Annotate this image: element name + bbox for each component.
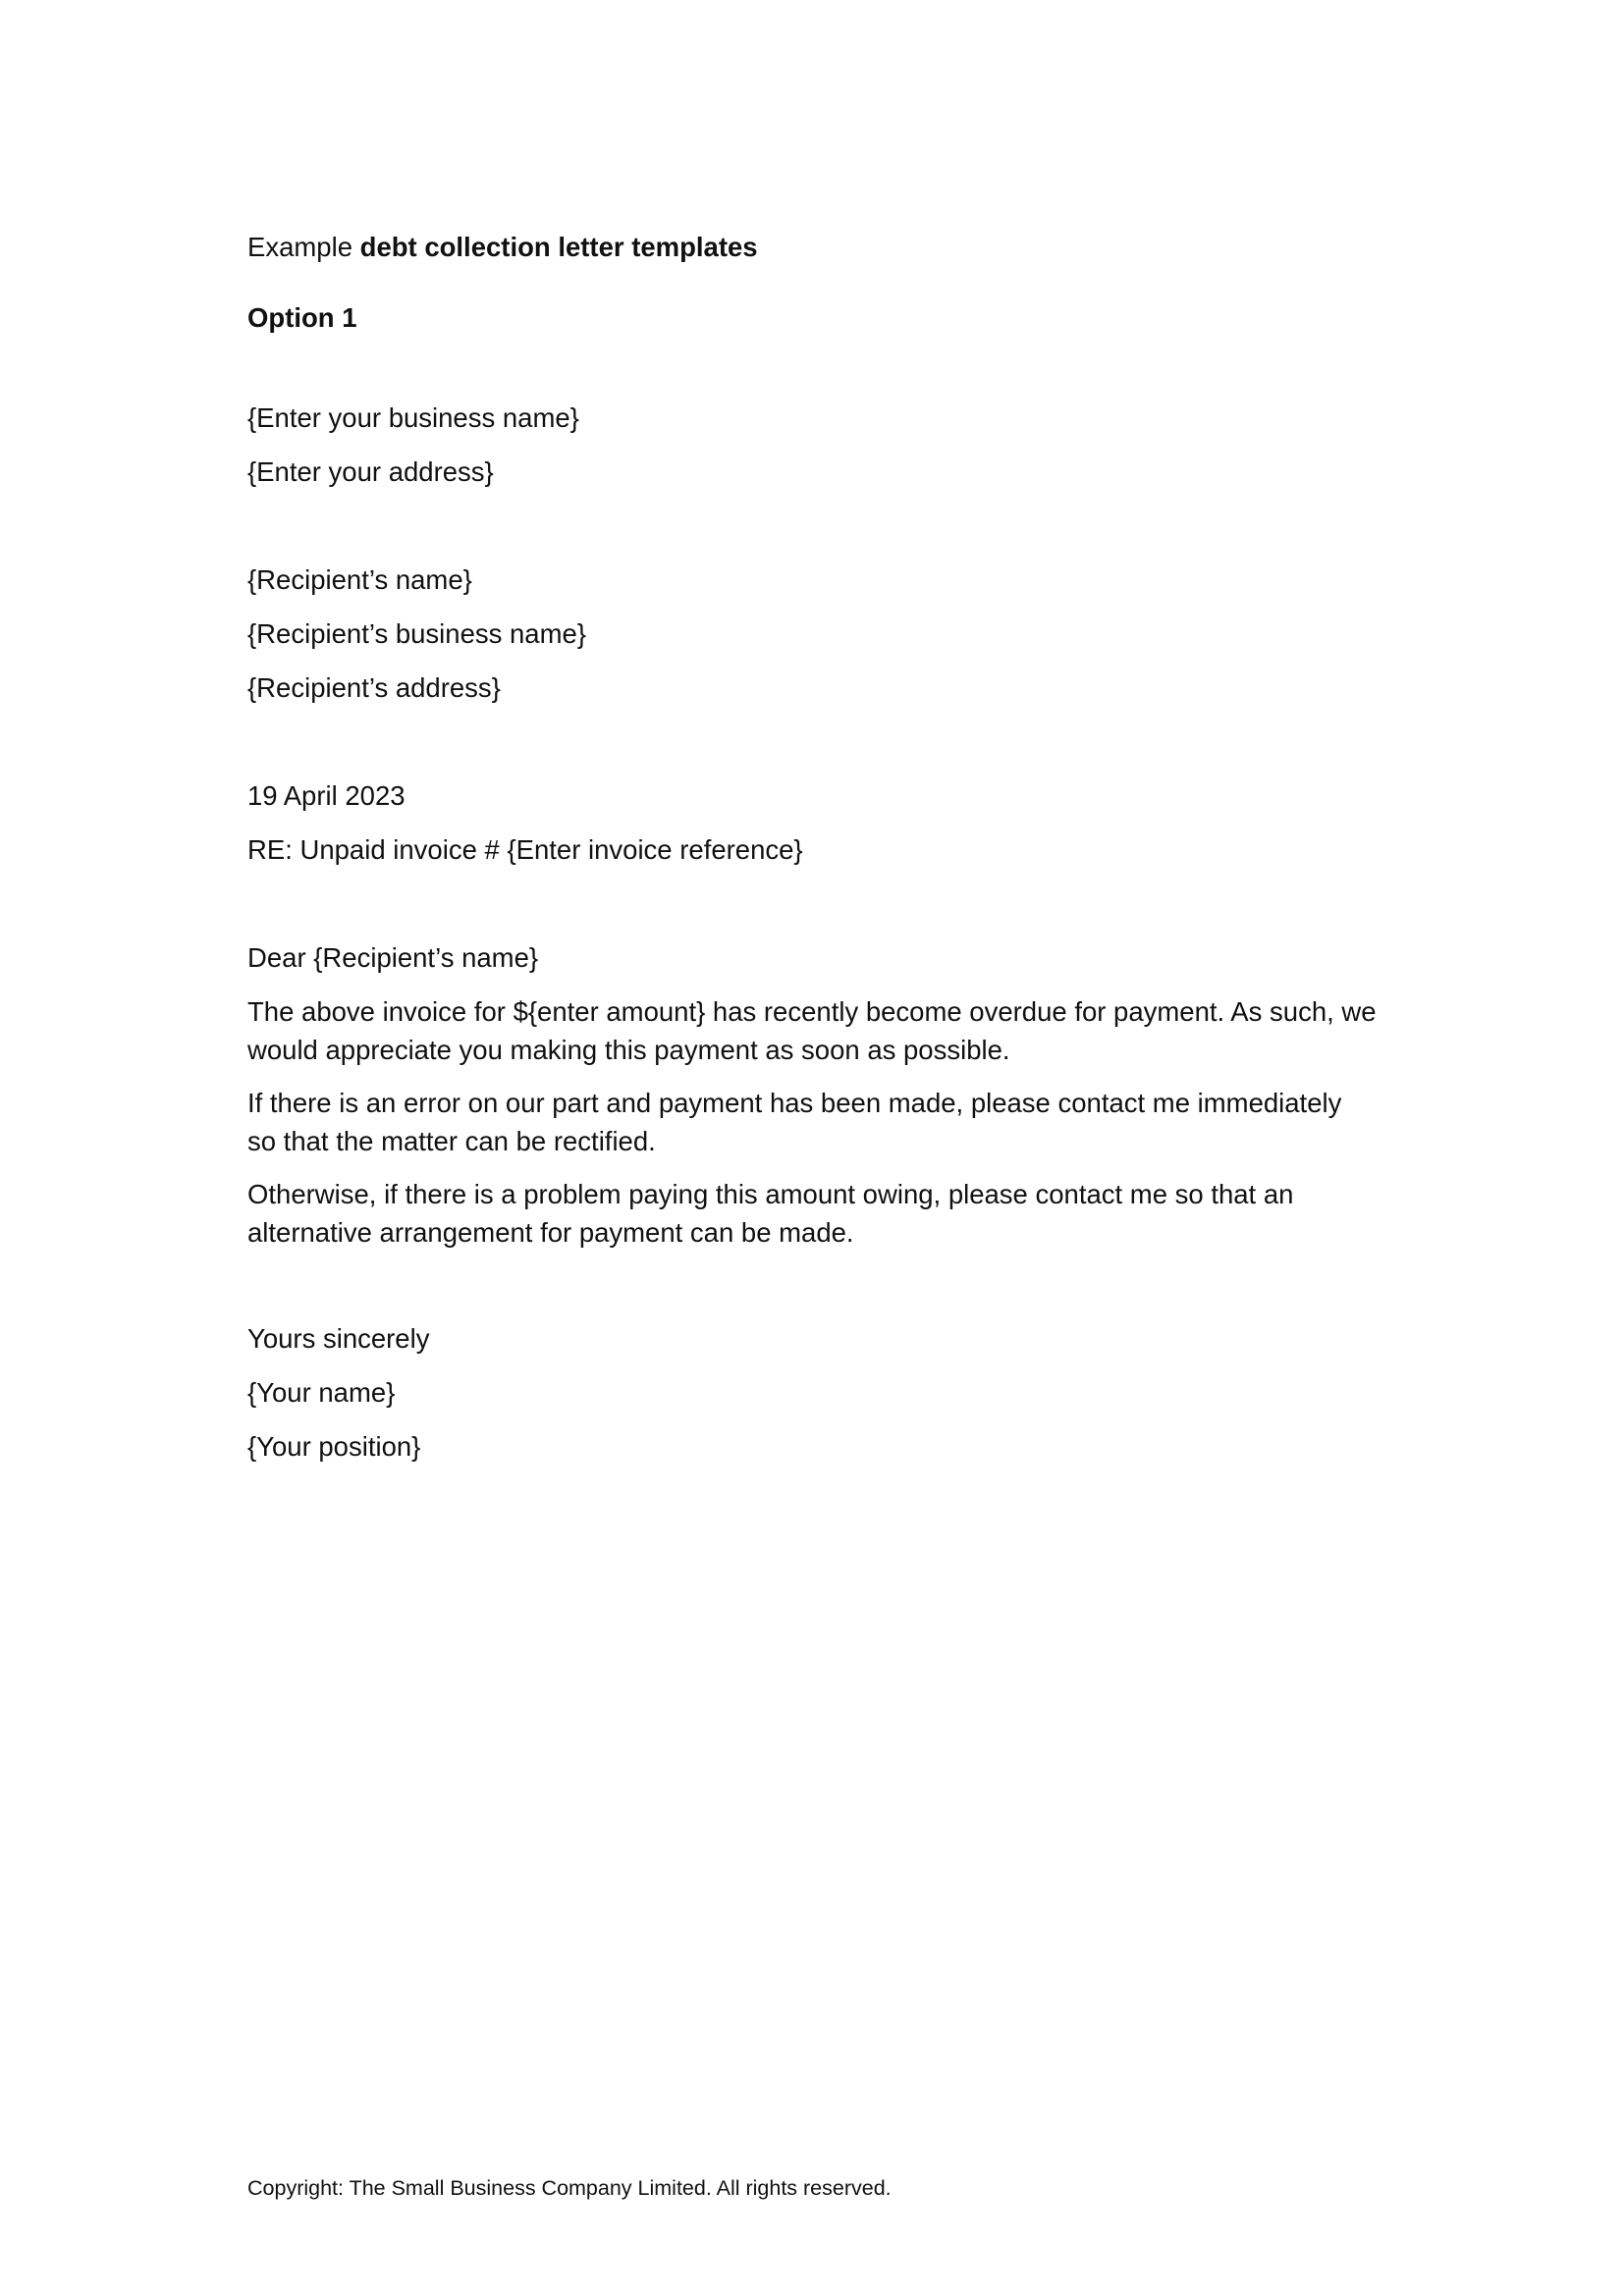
subject-line: RE: Unpaid invoice # {Enter invoice reference} <box>247 834 803 865</box>
letter-date: 19 April 2023 <box>247 780 406 811</box>
recipient-business-name: {Recipient’s business name} <box>247 618 586 649</box>
closing: Yours sincerely <box>247 1323 430 1354</box>
title-prefix: Example <box>247 232 352 262</box>
title-bold: debt collection letter templates <box>359 232 758 262</box>
copyright-footer: Copyright: The Small Business Company Limited. All rights reserved. <box>247 2176 892 2200</box>
body-paragraph-1: The above invoice for ${enter amount} has recently become overdue for payment. As such, we would appreciate you making this payment as soon as possible. <box>247 996 1377 1065</box>
sender-address: {Enter your address} <box>247 456 494 487</box>
option-heading: Option 1 <box>247 302 357 333</box>
salutation: Dear {Recipient’s name} <box>247 942 539 973</box>
sender-business-name: {Enter your business name} <box>247 402 579 433</box>
signature-position: {Your position} <box>247 1431 421 1462</box>
recipient-name: {Recipient’s name} <box>247 564 472 595</box>
body-paragraph-2: If there is an error on our part and payment has been made, please contact me immediately so that the matter can be rectified. <box>247 1088 1342 1156</box>
document-title <box>247 234 758 261</box>
body-paragraph-3: Otherwise, if there is a problem paying this amount owing, please contact me so that an alternative arrangement for payment can be made. <box>247 1179 1294 1248</box>
recipient-address: {Recipient’s address} <box>247 672 501 703</box>
signature-name: {Your name} <box>247 1377 396 1408</box>
